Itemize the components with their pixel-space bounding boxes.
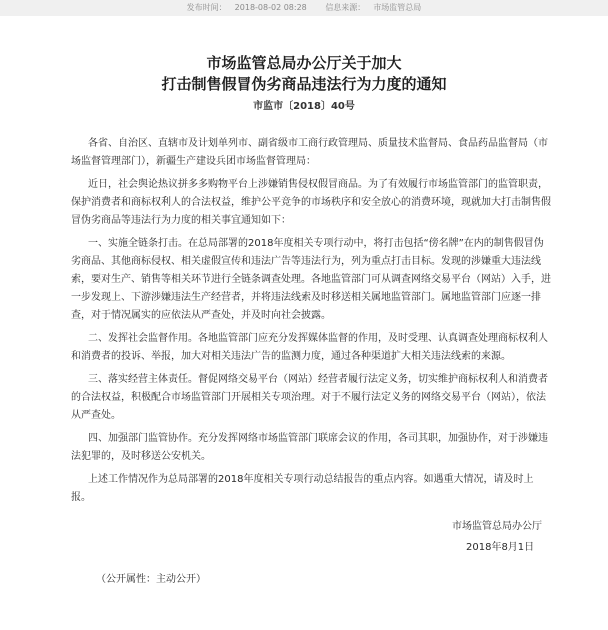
publish-time-label: 发布时间：: [186, 3, 227, 12]
intro-paragraph-line: 近日，社会舆论热议拼多多购物平台上涉嫌销售侵权假冒商品。为了有效履行市场监管部门的监管职责，: [88, 179, 548, 190]
signature-date: 2018年8月1日: [466, 542, 535, 553]
closing-line: 上述工作情况作为总局部署的2018年度相关专项行动总结报告的重点内容。如遇重大情况，请及时上: [88, 474, 534, 485]
info-source-value: 市场监管总局: [373, 3, 422, 12]
item-two-line: 和消费者的投诉、举报，加大对相关违法广告的监测力度，通过各种渠道扩大相关违法线索的来源。: [71, 351, 511, 362]
item-one-line: 索，要对生产、销售等相关环节进行全链条调查处理。各地监管部门可从调查网络交易平台（网站）入手，进: [71, 274, 551, 285]
info-source-label: 信息来源：: [325, 3, 366, 12]
item-three-line: 从严查处。: [71, 410, 121, 421]
info-source: [321, 3, 425, 12]
item-four-line: 四、加强部门监管协作。充分发挥网络市场监管部门联席会议的作用，各司其职，加强协作，对于涉嫌违: [88, 433, 548, 444]
item-two-line: 二、发挥社会监督作用。各地监管部门应充分发挥媒体监督的作用，及时受理、认真调查处理商标权利人: [88, 333, 548, 344]
signature-org: 市场监管总局办公厅: [452, 521, 542, 532]
document-number: 市监市〔2018〕40号: [253, 101, 355, 112]
intro-paragraph-line: 冒伪劣商品等违法行为力度的相关事宜通知如下：: [71, 215, 291, 226]
addressee-line: 场监督管理部门），新疆生产建设兵团市场监督管理局：: [71, 156, 316, 167]
item-four-line: 法犯罪的，及时移送公安机关。: [71, 451, 211, 462]
item-one-line: 查，对于情况属实的应依法从严查处，并及时向社会披露。: [71, 310, 331, 321]
item-one-line: 一、实施全链条打击。在总局部署的2018年度相关专项行动中，将打击包括“傍名牌”在内的制售假冒伪: [88, 238, 544, 249]
addressee-line: 各省、自治区、直辖市及计划单列市、副省级市工商行政管理局、质量技术监督局、食品药品监督局（市: [88, 138, 548, 149]
item-three-line: 三、落实经营主体责任。督促网络交易平台（网站）经营者履行法定义务，切实维护商标权利人和消费者: [88, 374, 548, 385]
intro-paragraph-line: 保护消费者和商标权利人的合法权益，维护公平竞争的市场秩序和安全放心的消费环境，现就加大打击制售假: [71, 197, 551, 208]
publish-time-value: 2018-08-02 08:28: [234, 3, 307, 12]
document-title-line-1: 市场监管总局办公厅关于加大: [206, 54, 402, 72]
closing-line: 报。: [71, 492, 91, 503]
item-one-line: 一步发现上、下游涉嫌违法生产经营者，并将违法线索及时移送相关属地监管部门。属地监管部门应逐一排: [71, 292, 541, 303]
publish-time: [183, 3, 311, 12]
item-three-line: 的合法权益，积极配合市场监管部门开展相关专项治理。对于不履行法定义务的网络交易平台（网站），依法: [71, 392, 546, 403]
document-title-line-2: 打击制售假冒伪劣商品违法行为力度的通知: [161, 75, 447, 93]
publish-meta-bar: [0, 0, 608, 16]
disclosure-attribute: （公开属性：主动公开）: [96, 574, 206, 585]
item-one-line: 劣商品、其他商标侵权、相关虚假宣传和违法广告等违法行为，列为重点打击目标。发现的涉嫌重大违法线: [71, 256, 541, 267]
